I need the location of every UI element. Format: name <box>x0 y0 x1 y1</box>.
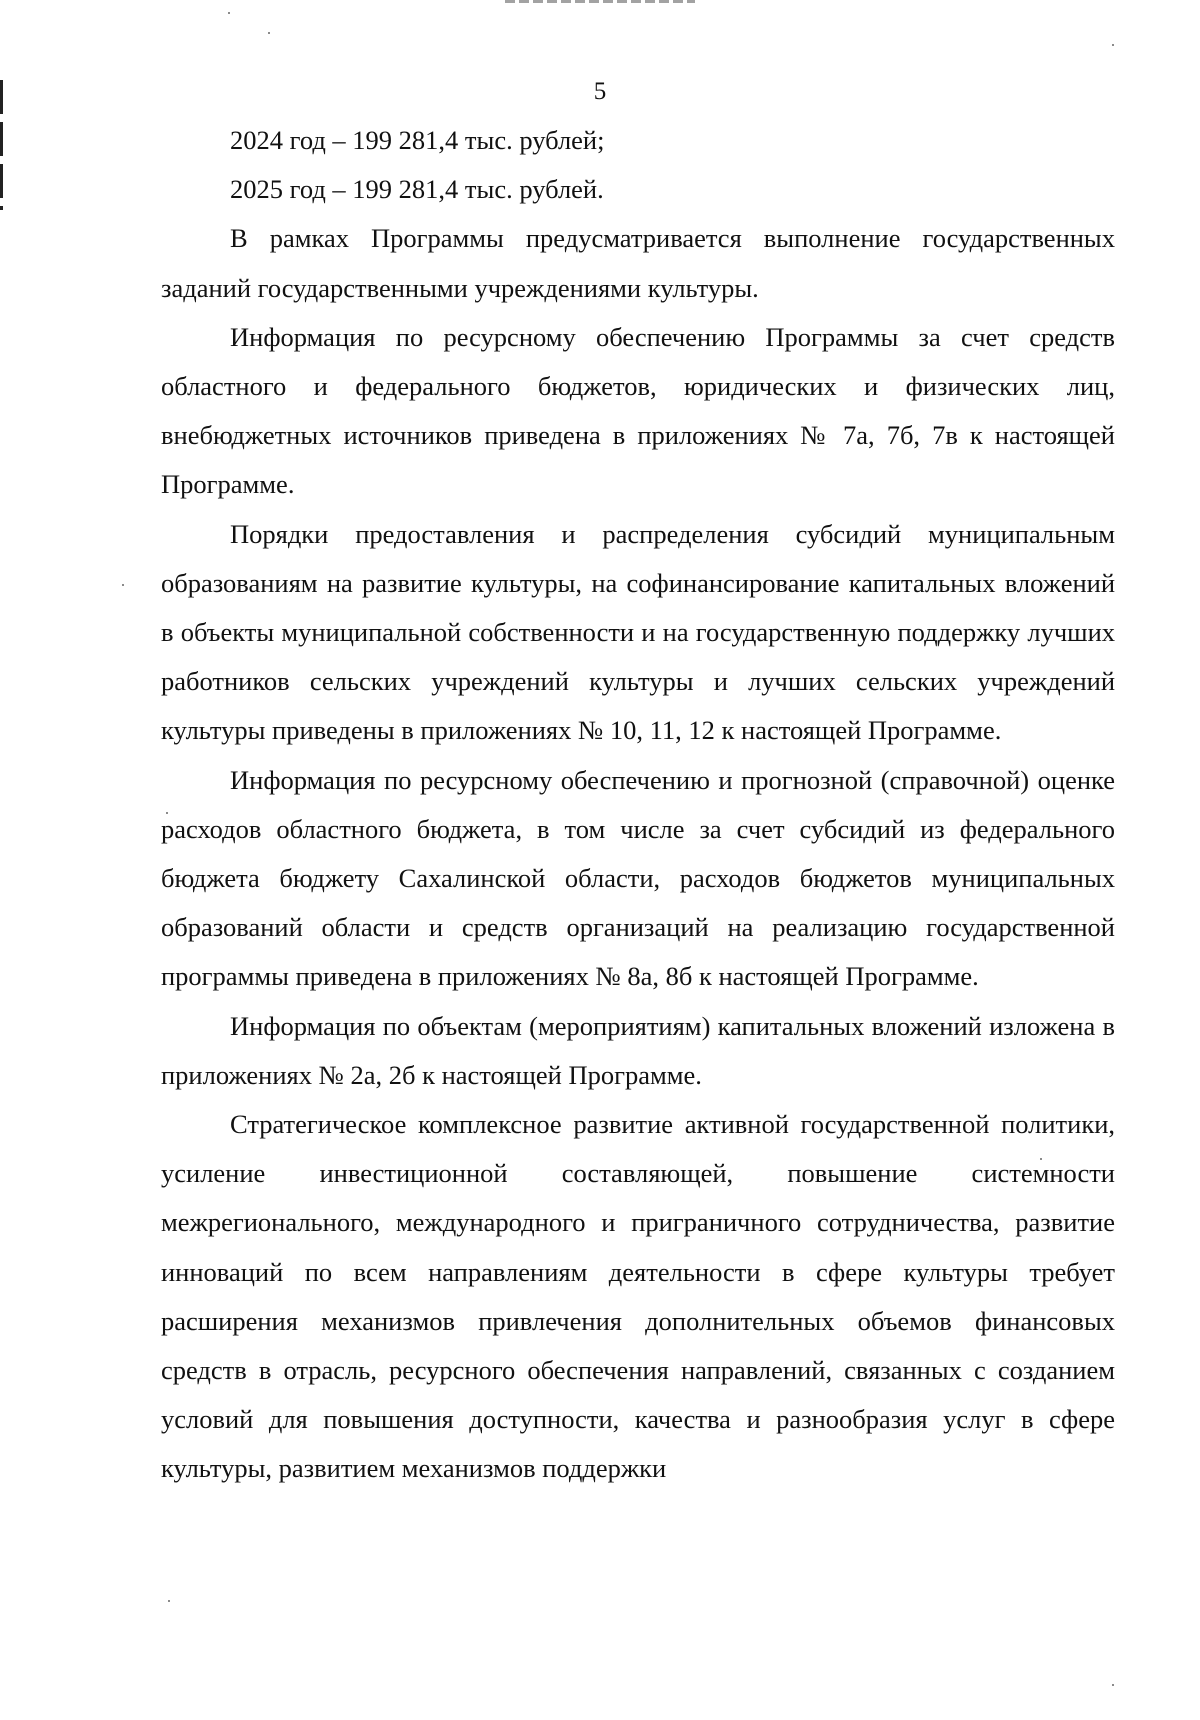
scan-speck <box>1112 1684 1114 1686</box>
body-text <box>161 116 1115 1494</box>
paragraph-forecast-assessment: Информация по ресурсному обеспечению и прогнозной (справочной) оценке расходов областного бюджета, в том числе за счет субсидий из федерального бюджета бюджету Сахалинской области, расходов бюджетов муниципальных образований области и средств организаций на реализацию государственной программы приведена в приложениях № 8а, 8б к настоящей Программе. <box>161 764 1115 992</box>
paragraph-resource-information: Информация по ресурсному обеспечению Программы за счет средств областного и федерального бюджетов, юридических и физических лиц, внебюджетных источников приведена в приложениях № 7а, 7б, 7в к настоящей Программе. <box>161 321 1115 500</box>
paragraph-capital-investments: Информация по объектам (мероприятиям) капитальных вложений изложена в приложениях № 2а, 2б к настоящей Программе. <box>161 1010 1115 1090</box>
scan-speck <box>1112 44 1114 46</box>
budget-line-2024: 2024 год – 199 281,4 тыс. рублей; <box>230 125 605 155</box>
scan-speck <box>268 32 270 34</box>
scan-artifact-top <box>505 0 695 3</box>
page-number: 5 <box>593 78 607 105</box>
scan-speck <box>122 584 124 586</box>
paragraph-state-assignments: В рамках Программы предусматривается выполнение государственных заданий государственными учреждениями культуры. <box>161 223 1115 303</box>
budget-line-2025: 2025 год – 199 281,4 тыс. рублей. <box>230 174 604 205</box>
scan-speck <box>228 12 230 14</box>
paragraph-subsidy-procedures: Порядки предоставления и распределения субсидий муниципальным образованиям на развитие культуры, на софинансирование капитальных вложений в объекты муниципальной собственности и на государственную поддержку лучших работников сельских учреждений культуры и лучших сельских учреждений культуры приведены в приложениях № 10, 11, 12 к настоящей Программе. <box>161 518 1115 746</box>
paragraph-strategic-development: Стратегическое комплексное развитие активной государственной политики, усиление инвестиционной составляющей, повышение системности межрегионального, международного и приграничного сотрудничества, развитие инноваций по всем направлениям деятельности в сфере культуры требует расширения механизмов привлечения дополнительных объемов финансовых средств в отрасль, ресурсного обеспечения направлений, связанных с созданием условий для повышения доступности, качества и разнообразия услуг в сфере культуры, развитием механизмов поддержки <box>161 1109 1115 1484</box>
scan-speck <box>168 1600 170 1602</box>
